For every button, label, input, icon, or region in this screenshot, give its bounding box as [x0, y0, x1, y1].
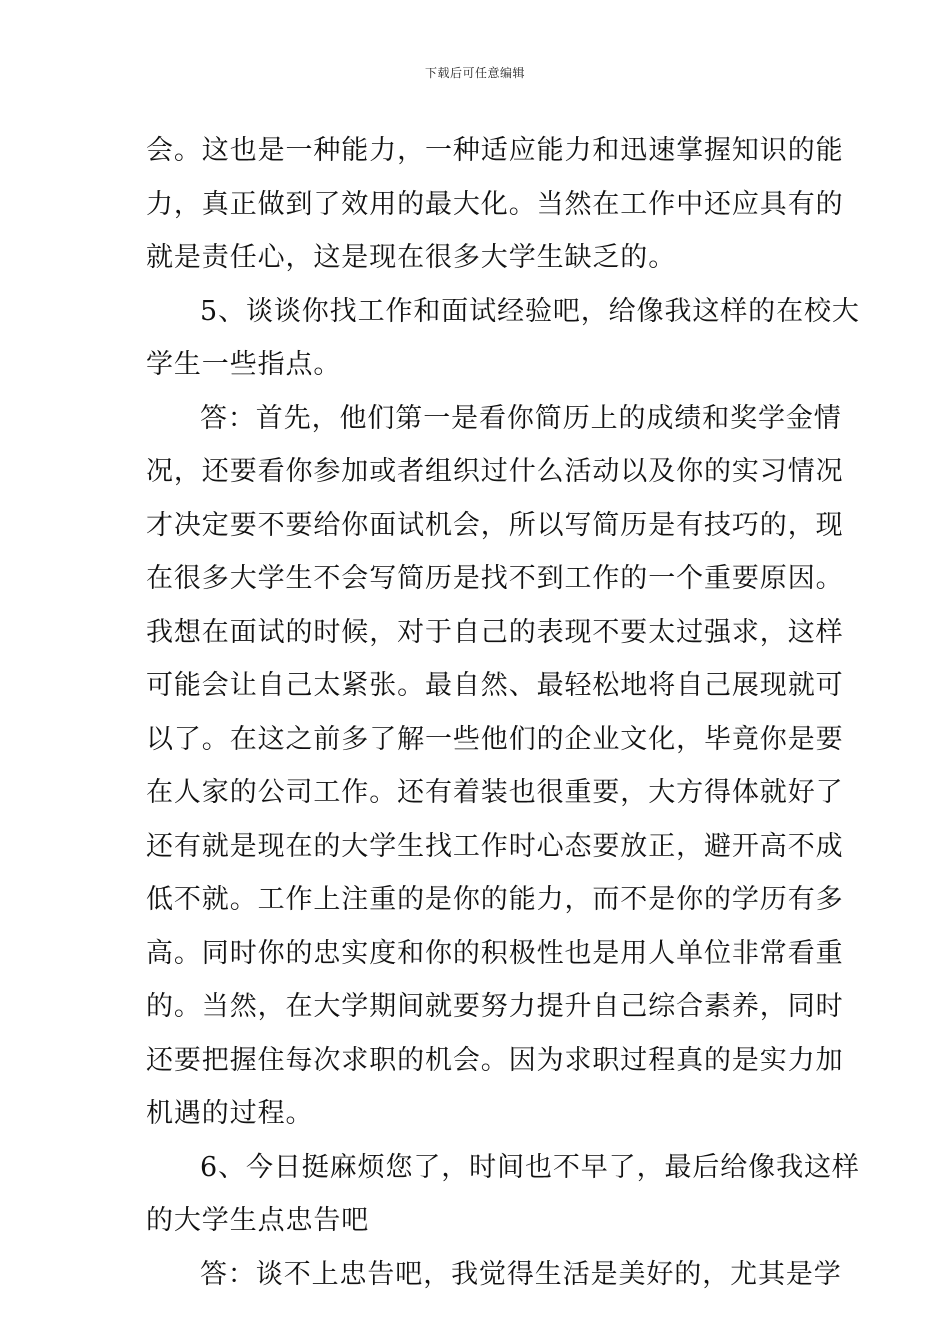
text-line: 的。当然，在大学期间就要努力提升自己综合素养，同时 [146, 991, 844, 1022]
text-line: 我想在面试的时候，对于自己的表现不要太过强求，这样 [146, 616, 844, 648]
text-line: 还有就是现在的大学生找工作时心态要放正，避开高不成 [146, 830, 844, 862]
text-line: 高。同时你的忠实度和你的积极性也是用人单位非常看重 [146, 937, 844, 969]
answer-6-line: 答：谈不上忠告吧，我觉得生活是美好的，尤其是学 [200, 1258, 842, 1290]
question-6-line: 6、今日挺麻烦您了，时间也不早了，最后给像我这样 [200, 1151, 860, 1183]
text-line: 机遇的过程。 [146, 1098, 314, 1129]
text-line: 学生一些指点。 [146, 349, 342, 380]
text-line: 在人家的公司工作。还有着装也很重要，大方得体就好了 [146, 777, 844, 808]
answer-5-line: 答：首先，他们第一是看你简历上的成绩和奖学金情 [200, 402, 842, 434]
text-line: 力，真正做到了效用的最大化。当然在工作中还应具有的 [146, 188, 844, 220]
text-line: 在很多大学生不会写简历是找不到工作的一个重要原因。 [146, 563, 844, 594]
question-5-line: 5、谈谈你找工作和面试经验吧，给像我这样的在校大 [200, 295, 860, 327]
text-line: 可能会让自己太紧张。最自然、最轻松地将自己展现就可 [146, 670, 844, 701]
text-line: 以了。在这之前多了解一些他们的企业文化，毕竟你是要 [146, 723, 844, 755]
text-line: 才决定要不要给你面试机会，所以写简历是有技巧的，现 [146, 509, 844, 541]
text-line: 会。这也是一种能力，一种适应能力和迅速掌握知识的能 [146, 135, 844, 166]
text-line: 就是责任心，这是现在很多大学生缺乏的。 [146, 242, 677, 273]
page-header: 下载后可任意编辑 [424, 66, 525, 80]
text-line: 的大学生点忠告吧 [146, 1205, 370, 1236]
text-line: 低不就。工作上注重的是你的能力，而不是你的学历有多 [146, 884, 844, 915]
body-text [146, 124, 860, 1301]
text-line: 况，还要看你参加或者组织过什么活动以及你的实习情况 [146, 456, 844, 487]
text-line: 还要把握住每次求职的机会。因为求职过程真的是实力加 [146, 1044, 844, 1076]
